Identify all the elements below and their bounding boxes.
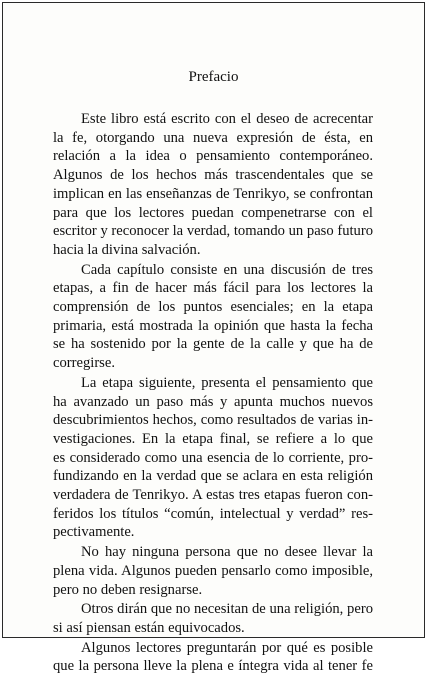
text-line: si así piensan están equivocados. <box>53 619 245 636</box>
text-line: pectivamente. <box>53 524 135 541</box>
paragraph <box>53 261 373 373</box>
text-line: relación a la idea o pensamiento contemporáneo. <box>53 148 373 165</box>
text-line: Este libro está escrito con el deseo de acrecentar <box>81 111 373 127</box>
text-line: pero no deben resignarse. <box>53 581 203 598</box>
text-line: Cada capítulo consiste en una discusión de tres <box>81 261 373 278</box>
text-line: vestigaciones. En la etapa final, se refiere a lo que <box>53 430 373 447</box>
text-line: No hay ninguna persona que no desee llevar la <box>81 544 373 561</box>
text-line: etapas, a fin de hacer más fácil para los lectores la <box>53 280 373 297</box>
text-line: comprensión de los puntos esenciales; en la etapa <box>53 299 373 316</box>
text-line: ha avanzado un paso más y apunta muchos nuevos <box>53 393 373 410</box>
text-line: Otros dirán que no necesitan de una religión, pero <box>81 601 373 618</box>
text-line: es considerado como una esencia de lo corriente, pro- <box>53 449 373 466</box>
text-line: Algunos de los hechos más trascendentales que se <box>53 167 373 184</box>
text-line: que la persona lleve la plena e íntegra vida al tener fe <box>53 658 373 675</box>
body-text <box>53 110 373 677</box>
text-line: para que los lectores puedan compenetrarse con el <box>53 204 373 221</box>
text-line: hacia la divina salvación. <box>53 241 201 258</box>
text-line: plena vida. Algunos pueden pensarlo como imposible, <box>53 562 373 579</box>
text-line: feridos los títulos “común, intelectual y verdad” res- <box>53 505 373 522</box>
text-line: escritor y reconocer la verdad, tomando un paso futuro <box>53 223 373 240</box>
page-title: Prefacio <box>188 69 239 85</box>
text-line: descubrimientos hechos, como resultados de varias in- <box>53 412 373 429</box>
text-line: corregirse. <box>53 355 115 372</box>
text-line: la fe, otorgando una nueva expresión de ésta, en <box>53 129 373 146</box>
text-line: implican en las enseñanzas de Tenrikyo, se confrontan <box>53 185 373 202</box>
paragraph <box>53 374 373 542</box>
paragraph <box>53 543 373 599</box>
text-line: La etapa siguiente, presenta el pensamiento que <box>81 374 373 391</box>
book-page <box>2 2 425 675</box>
paragraph <box>53 639 373 676</box>
text-line: Algunos lectores preguntarán por qué es posible <box>81 639 373 656</box>
text-line: se ha sostenido por la gente de la calle y que ha de <box>53 336 373 353</box>
text-line: primaria, está mostrada la opinión que hasta la fecha <box>53 317 373 334</box>
text-line: fundizando en la verdad que se aclara en esta religión <box>53 468 373 485</box>
paragraph <box>53 600 373 637</box>
paragraph <box>53 110 373 260</box>
text-line: verdadera de Tenrikyo. A estas tres etapas fueron con- <box>53 487 373 504</box>
